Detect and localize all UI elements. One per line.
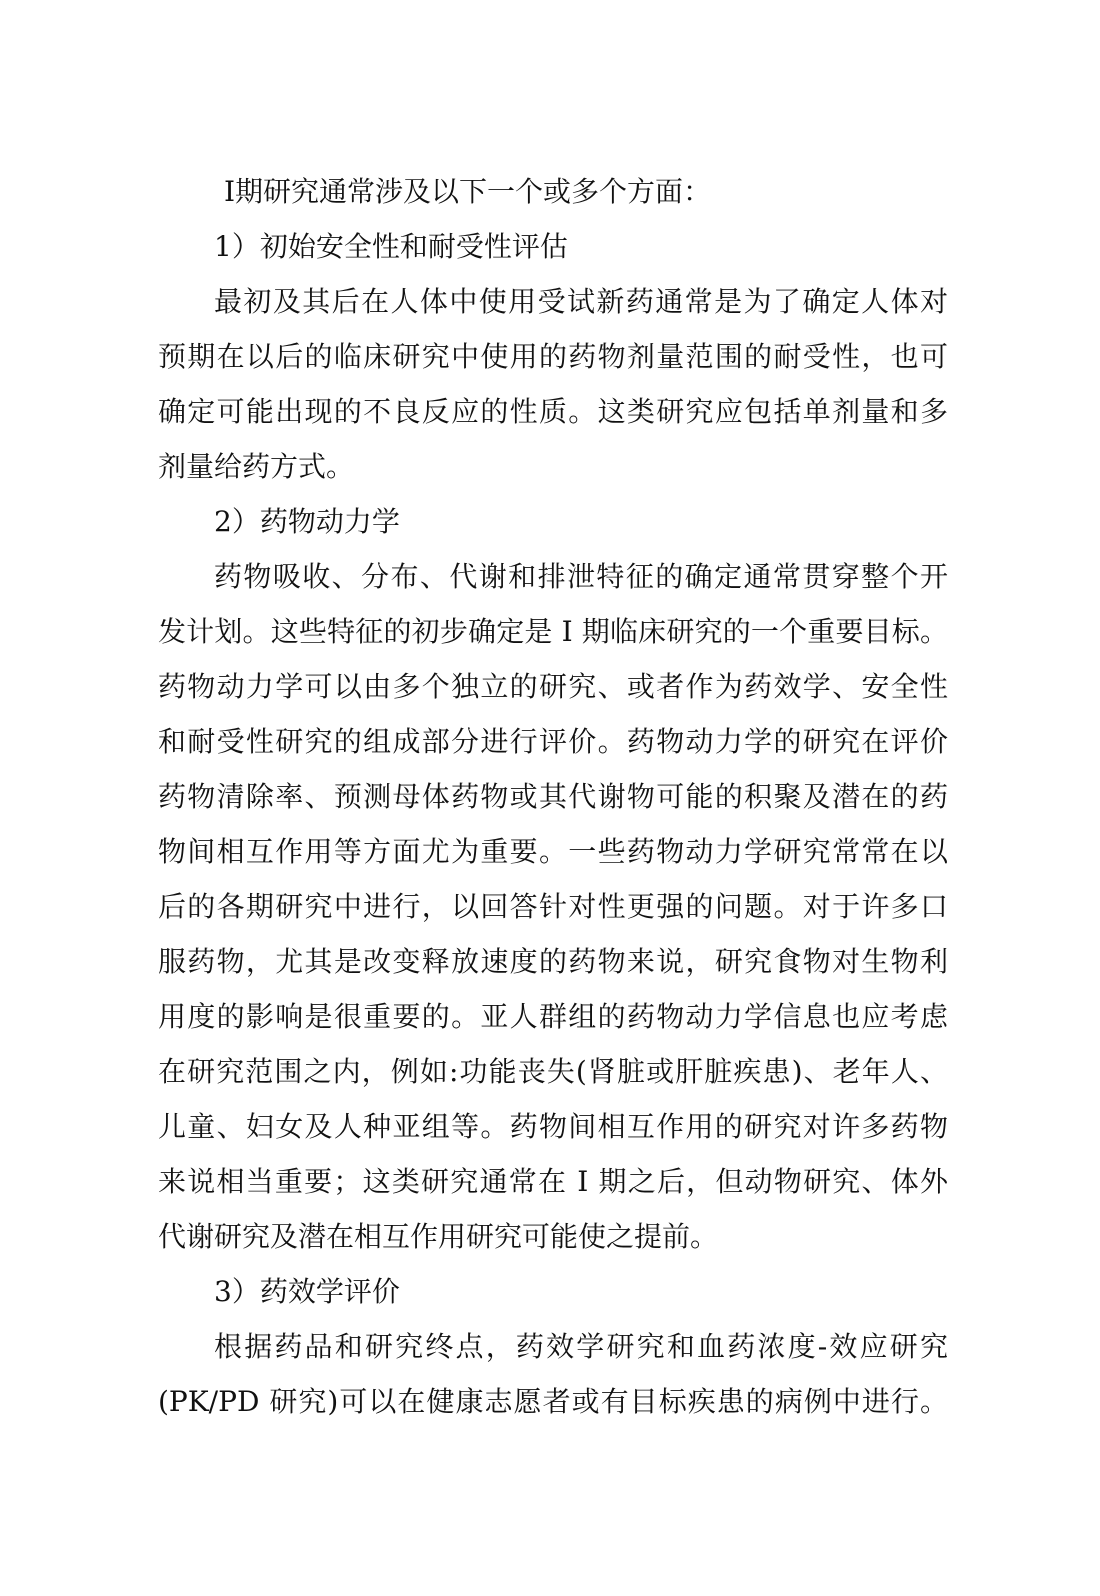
paragraph-3-line-1: 根据药品和研究终点，药效学研究和血药浓度-效应研究 bbox=[214, 1330, 948, 1363]
document-page bbox=[158, 164, 948, 1429]
paragraph-2-line-6: 物间相互作用等方面尤为重要。一些药物动力学研究常常在以 bbox=[158, 835, 948, 868]
paragraph-2-line-8: 服药物，尤其是改变释放速度的药物来说，研究食物对生物利 bbox=[158, 945, 948, 978]
section-heading-2: 2）药物动力学 bbox=[214, 505, 400, 538]
paragraph-2-line-9: 用度的影响是很重要的。亚人群组的药物动力学信息也应考虑 bbox=[158, 1000, 948, 1033]
section-heading-1: 1）初始安全性和耐受性评估 bbox=[214, 230, 568, 263]
paragraph-2-line-7: 后的各期研究中进行，以回答针对性更强的问题。对于许多口 bbox=[158, 890, 948, 923]
paragraph-2-line-1: 药物吸收、分布、代谢和排泄特征的确定通常贯穿整个开 bbox=[214, 560, 948, 593]
paragraph-1-line-4: 剂量给药方式。 bbox=[158, 450, 355, 483]
paragraph-2-line-4: 和耐受性研究的组成部分进行评价。药物动力学的研究在评价 bbox=[158, 725, 948, 758]
section-heading-3: 3）药效学评价 bbox=[214, 1275, 400, 1308]
paragraph-2-line-12: 来说相当重要；这类研究通常在 I 期之后，但动物研究、体外 bbox=[158, 1165, 948, 1198]
paragraph-2-line-3: 药物动力学可以由多个独立的研究、或者作为药效学、安全性 bbox=[158, 670, 948, 703]
intro-line: Ⅰ期研究通常涉及以下一个或多个方面： bbox=[224, 175, 712, 208]
paragraph-2-line-10: 在研究范围之内，例如:功能丧失(肾脏或肝脏疾患)、老年人、 bbox=[158, 1055, 948, 1088]
paragraph-2-line-13: 代谢研究及潜在相互作用研究可能使之提前。 bbox=[158, 1220, 719, 1253]
paragraph-1-line-2: 预期在以后的临床研究中使用的药物剂量范围的耐受性，也可 bbox=[158, 340, 948, 373]
paragraph-1-line-3: 确定可能出现的不良反应的性质。这类研究应包括单剂量和多 bbox=[158, 395, 948, 428]
paragraph-2-line-5: 药物清除率、预测母体药物或其代谢物可能的积聚及潜在的药 bbox=[158, 780, 948, 813]
paragraph-3-line-2: (PK/PD 研究)可以在健康志愿者或有目标疾患的病例中进行。 bbox=[158, 1385, 948, 1418]
paragraph-1-line-1: 最初及其后在人体中使用受试新药通常是为了确定人体对 bbox=[214, 285, 948, 318]
paragraph-2-line-11: 儿童、妇女及人种亚组等。药物间相互作用的研究对许多药物 bbox=[158, 1110, 948, 1143]
paragraph-2-line-2: 发计划。这些特征的初步确定是 I 期临床研究的一个重要目标。 bbox=[158, 615, 948, 648]
